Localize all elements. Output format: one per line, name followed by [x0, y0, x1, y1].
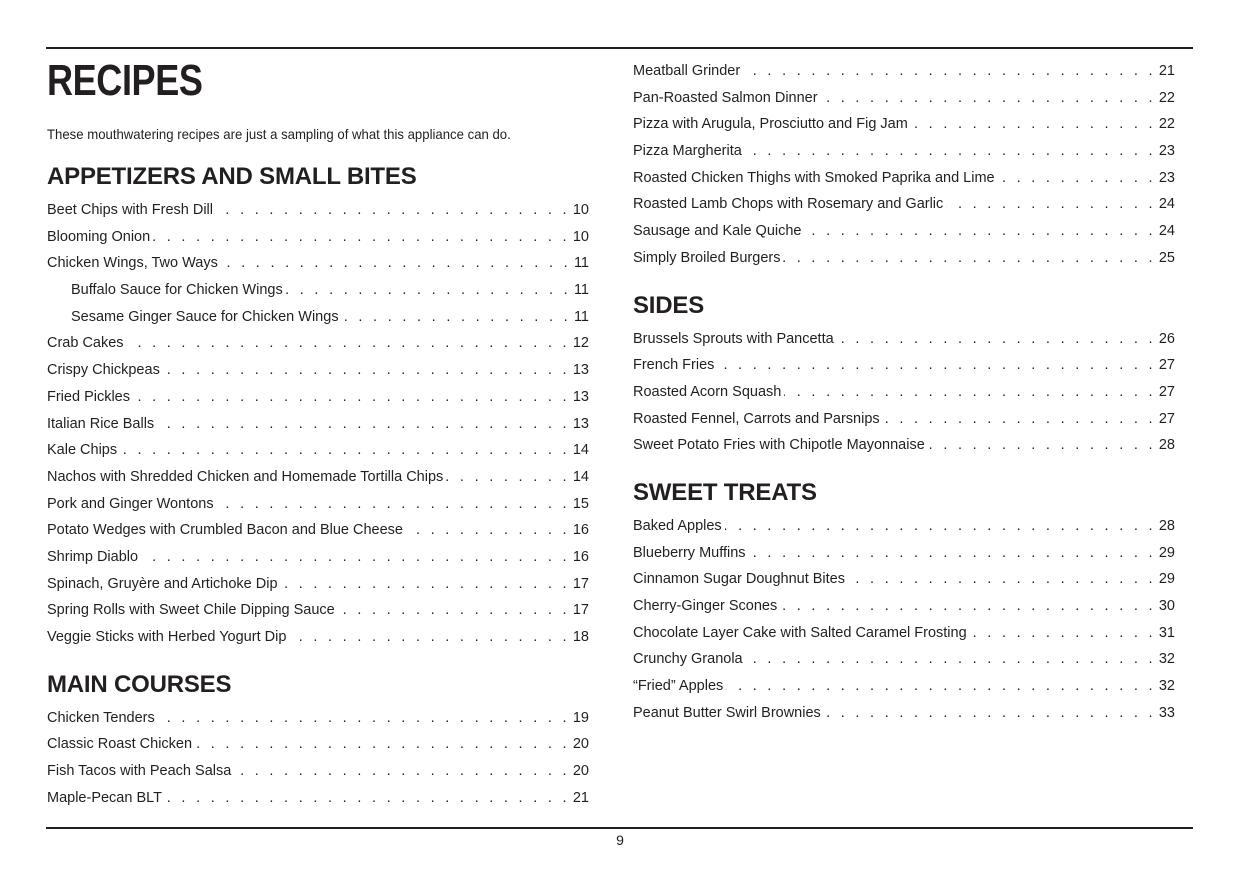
leader-dots	[848, 566, 1156, 593]
toc-entry[interactable]	[47, 491, 589, 518]
entry-title: Roasted Chicken Thighs with Smoked Paprika and Lime	[633, 169, 995, 186]
section-gap	[633, 459, 1175, 473]
entry-page-number: 13	[572, 388, 589, 405]
leader-dots	[221, 250, 571, 277]
entry-title: Sesame Ginger Sauce for Chicken Wings	[71, 308, 339, 325]
toc-entry[interactable]	[633, 379, 1175, 406]
toc-entry[interactable]	[633, 111, 1175, 138]
entry-page-number: 27	[1158, 410, 1175, 427]
leader-dots	[837, 326, 1156, 353]
entry-page-number: 32	[1158, 678, 1175, 695]
leader-dots	[281, 571, 570, 598]
entry-title: Beet Chips with Fresh Dill	[47, 202, 213, 218]
entry-page-number: 12	[572, 335, 589, 352]
entry-page-number: 13	[572, 362, 589, 379]
entry-title: Cinnamon Sugar Doughnut Bites	[633, 571, 845, 588]
entry-title: Maple-Pecan BLT	[47, 789, 162, 806]
entry-title: Crunchy Granola	[633, 651, 743, 668]
entry-title: Roasted Lamb Chops with Rosemary and Garlic	[633, 196, 944, 213]
toc-entry[interactable]	[47, 544, 589, 571]
leader-dots	[338, 597, 570, 624]
entry-page-number: 26	[1158, 330, 1175, 347]
entry-page-number: 11	[573, 255, 589, 272]
entry-page-number: 13	[572, 415, 589, 432]
leader-dots	[127, 330, 570, 357]
entry-page-number: 11	[573, 308, 589, 325]
entry-title: Blueberry Muffins	[633, 544, 746, 561]
entry-page-number: 17	[572, 575, 589, 592]
leader-dots	[946, 191, 1156, 218]
entry-page-number: 25	[1158, 249, 1175, 266]
leader-dots	[970, 620, 1156, 647]
leader-dots	[289, 624, 569, 651]
toc-entry[interactable]	[47, 758, 589, 785]
entry-title: Potato Wedges with Crumbled Bacon and Blue Cheese	[47, 522, 404, 539]
toc-entry[interactable]	[633, 58, 1175, 85]
entry-page-number: 28	[1158, 437, 1175, 454]
entry-title: Fish Tacos with Peach Salsa	[47, 763, 232, 780]
entry-title: Roasted Fennel, Carrots and Parsnips	[633, 410, 880, 427]
leader-dots	[165, 785, 570, 812]
leader-dots	[158, 705, 570, 732]
leader-dots	[805, 218, 1156, 245]
leader-dots	[133, 384, 570, 411]
entry-title: Pizza Margherita	[633, 143, 742, 160]
toc-entry[interactable]	[633, 352, 1175, 379]
top-rule	[46, 47, 1193, 49]
entry-page-number: 27	[1158, 383, 1175, 400]
toc-entry[interactable]	[633, 700, 1175, 727]
entry-title: Peanut Butter Swirl Brownies	[633, 704, 821, 721]
right-column	[633, 58, 1175, 726]
toc-entry[interactable]	[47, 785, 589, 812]
toc-entry[interactable]	[47, 464, 589, 491]
toc-entry[interactable]	[47, 330, 589, 357]
section-heading: SWEET TREATS	[633, 478, 817, 506]
toc-entry[interactable]	[633, 620, 1175, 647]
entry-page-number: 10	[572, 228, 589, 245]
entry-page-number: 23	[1158, 169, 1175, 186]
entry-page-number: 21	[572, 789, 589, 806]
section-heading: MAIN COURSES	[47, 670, 232, 698]
toc-entry[interactable]	[47, 411, 589, 438]
entry-page-number: 24	[1158, 223, 1175, 240]
entry-title: Chocolate Layer Cake with Salted Caramel Frosting	[633, 624, 967, 641]
leader-dots	[163, 357, 570, 384]
toc-entry[interactable]	[633, 245, 1175, 272]
leader-dots	[120, 437, 570, 464]
toc-entry[interactable]	[47, 197, 589, 224]
toc-entry[interactable]	[47, 384, 589, 411]
entry-title: Pork and Ginger Wontons	[47, 495, 214, 512]
entry-title: Sweet Potato Fries with Chipotle Mayonnaise	[633, 437, 925, 454]
leader-dots	[726, 673, 1156, 700]
entry-page-number: 23	[1158, 143, 1175, 160]
entry-page-number: 16	[572, 522, 589, 539]
entry-page-number: 19	[572, 709, 589, 726]
entry-title: Buffalo Sauce for Chicken Wings	[71, 282, 283, 299]
leader-dots	[745, 138, 1156, 165]
toc-entry[interactable]	[633, 540, 1175, 567]
page-title: RECIPES	[47, 56, 203, 105]
intro-text: These mouthwatering recipes are just a sampling of what this appliance can do.	[47, 126, 511, 142]
entry-page-number: 22	[1158, 116, 1175, 133]
entry-title: French Fries	[633, 357, 715, 374]
toc-entry[interactable]	[633, 432, 1175, 459]
entry-title: Chicken Wings, Two Ways	[47, 255, 218, 272]
toc-entry[interactable]	[47, 571, 589, 598]
entry-page-number: 32	[1158, 651, 1175, 668]
toc-entry[interactable]	[47, 250, 589, 277]
entry-page-number: 21	[1158, 63, 1175, 79]
left-column	[47, 157, 589, 811]
entry-title: Crispy Chickpeas	[47, 362, 160, 379]
entry-title: Blooming Onion	[47, 228, 151, 245]
entry-title: Baked Apples	[633, 517, 722, 534]
entry-page-number: 11	[573, 282, 589, 299]
leader-dots	[783, 245, 1155, 272]
entry-page-number: 16	[572, 548, 589, 565]
entry-page-number: 30	[1158, 598, 1175, 614]
entry-page-number: 10	[572, 202, 589, 218]
entry-page-number: 31	[1158, 624, 1175, 641]
toc-entry[interactable]	[633, 191, 1175, 218]
toc-entry[interactable]	[633, 646, 1175, 673]
toc-entry[interactable]	[47, 437, 589, 464]
entry-page-number: 28	[1158, 517, 1175, 534]
entry-title: Cherry-Ginger Scones	[633, 598, 778, 614]
entry-title: Veggie Sticks with Herbed Yogurt Dip	[47, 629, 287, 645]
toc-entry[interactable]	[633, 406, 1175, 433]
section-heading: SIDES	[633, 291, 705, 319]
toc-entry[interactable]	[633, 218, 1175, 245]
section-gap	[47, 651, 589, 665]
leader-dots	[406, 517, 570, 544]
toc-entry[interactable]	[47, 705, 589, 732]
leader-dots	[286, 277, 571, 304]
entry-title: Spring Rolls with Sweet Chile Dipping Sauce	[47, 602, 335, 619]
leader-dots	[824, 700, 1156, 727]
leader-dots	[821, 85, 1156, 112]
entry-title: Sausage and Kale Quiche	[633, 223, 802, 240]
leader-dots	[141, 544, 570, 571]
leader-dots	[928, 432, 1156, 459]
entry-page-number: 15	[572, 495, 589, 512]
leader-dots	[998, 165, 1156, 192]
toc-entry[interactable]	[47, 357, 589, 384]
toc-entry[interactable]	[47, 224, 589, 251]
toc-entry[interactable]	[633, 165, 1175, 192]
entry-page-number: 29	[1158, 544, 1175, 561]
bottom-rule	[46, 827, 1193, 829]
section-heading: APPETIZERS AND SMALL BITES	[47, 163, 417, 190]
toc-entry[interactable]	[633, 138, 1175, 165]
entry-title: Kale Chips	[47, 442, 118, 459]
entry-title: Italian Rice Balls	[47, 415, 155, 432]
leader-dots	[784, 379, 1156, 406]
leader-dots	[780, 593, 1156, 620]
leader-dots	[725, 513, 1156, 540]
leader-dots	[217, 491, 570, 518]
entry-page-number: 33	[1158, 704, 1175, 721]
page-number: 9	[616, 832, 624, 848]
toc-entry[interactable]	[633, 513, 1175, 540]
entry-title: Brussels Sprouts with Pancetta	[633, 330, 834, 347]
toc-entry[interactable]	[633, 673, 1175, 700]
entry-title: Spinach, Gruyère and Artichoke Dip	[47, 575, 278, 592]
entry-page-number: 22	[1158, 89, 1175, 106]
entry-title: Simply Broiled Burgers	[633, 249, 781, 266]
toc-entry[interactable]	[633, 593, 1175, 620]
leader-dots	[883, 406, 1156, 433]
leader-dots	[234, 758, 570, 785]
toc-entry[interactable]	[47, 624, 589, 651]
entry-title: Classic Roast Chicken	[47, 736, 193, 753]
leader-dots	[195, 731, 570, 758]
entry-page-number: 14	[572, 468, 589, 485]
entry-title: Shrimp Diablo	[47, 548, 139, 565]
entry-page-number: 14	[572, 442, 589, 459]
leader-dots	[216, 197, 570, 224]
entry-title: Meatball Grinder	[633, 63, 741, 79]
toc-entry[interactable]	[47, 517, 589, 544]
toc-entry[interactable]	[47, 304, 589, 331]
entry-page-number: 24	[1158, 196, 1175, 213]
toc-entry[interactable]	[633, 85, 1175, 112]
entry-title: Fried Pickles	[47, 388, 130, 405]
leader-dots	[446, 464, 570, 491]
section-gap	[633, 272, 1175, 286]
entry-page-number: 17	[572, 602, 589, 619]
leader-dots	[743, 58, 1156, 85]
entry-title: Nachos with Shredded Chicken and Homemade Tortilla Chips	[47, 468, 444, 485]
entry-title: Chicken Tenders	[47, 709, 155, 726]
leader-dots	[911, 111, 1156, 138]
entry-title: Roasted Acorn Squash	[633, 383, 782, 400]
leader-dots	[342, 304, 571, 331]
leader-dots	[153, 224, 570, 251]
entry-page-number: 20	[572, 736, 589, 753]
entry-title: “Fried” Apples	[633, 678, 724, 695]
entry-page-number: 27	[1158, 357, 1175, 374]
entry-title: Pan-Roasted Salmon Dinner	[633, 89, 818, 106]
leader-dots	[746, 646, 1156, 673]
toc-entry[interactable]	[47, 277, 589, 304]
entry-title: Crab Cakes	[47, 335, 124, 352]
leader-dots	[157, 411, 570, 438]
entry-title: Pizza with Arugula, Prosciutto and Fig Jam	[633, 116, 908, 133]
toc-entry[interactable]	[633, 566, 1175, 593]
entry-page-number: 29	[1158, 571, 1175, 588]
toc-entry[interactable]	[47, 731, 589, 758]
leader-dots	[717, 352, 1155, 379]
leader-dots	[749, 540, 1156, 567]
toc-entry[interactable]	[47, 597, 589, 624]
toc-entry[interactable]	[633, 326, 1175, 353]
entry-page-number: 20	[572, 763, 589, 780]
entry-page-number: 18	[572, 629, 589, 645]
